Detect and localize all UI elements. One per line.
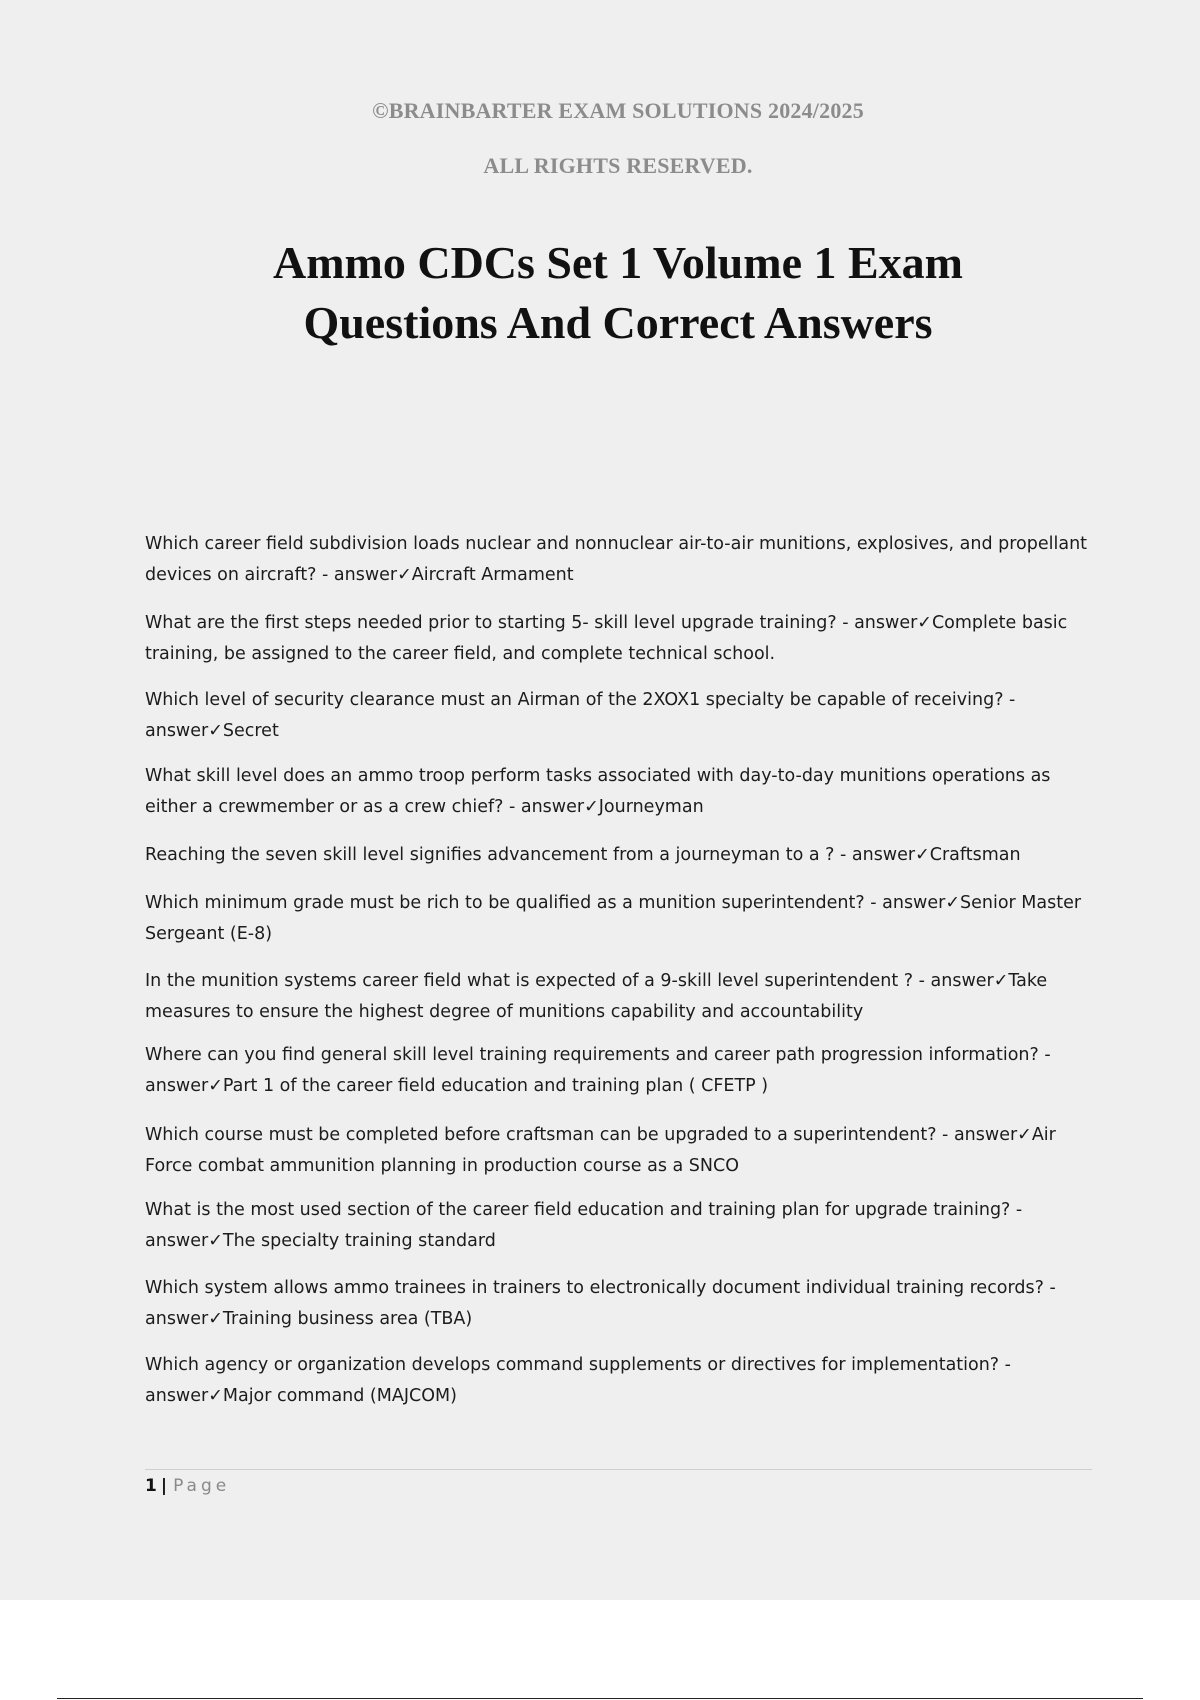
question-text: What are the first steps needed prior to starting 5- skill level upgrade training? - [145,613,855,633]
qa-item [145,1120,1095,1182]
answer-text: Complete basic training, be assigned to the career field, and complete technical school. [145,613,1073,664]
question-text: Which system allows ammo trainees in trainers to electronically document individual training records? - [145,1278,1062,1298]
question-text: Which agency or organization develops command supplements or directives for implementation? - [145,1355,1017,1375]
answer-text: Take measures to ensure the highest degree of munitions capability and accountability [145,971,1053,1022]
page-number: 1 [145,1476,157,1496]
answer-text: Major command (MAJCOM) [222,1386,457,1406]
answer-prefix: answer✓ [520,797,599,817]
answer-text: Training business area (TBA) [222,1309,473,1329]
answer-text: Journeyman [598,797,704,817]
question-text: Which minimum grade must be rich to be qualified as a munition superintendent? - [145,893,883,913]
answer-prefix: answer✓ [930,971,1009,991]
copyright-header: ©BRAINBARTER EXAM SOLUTIONS 2024/2025 [372,98,864,123]
footer-divider [145,1469,1092,1470]
qa-item [145,888,1095,950]
answer-prefix: answer✓ [953,1125,1032,1145]
footer-separator: | [160,1476,168,1496]
question-text: In the munition systems career field what is expected of a 9-skill level superintendent ? - [145,971,931,991]
answer-text: Senior Master Sergeant (E-8) [145,893,1087,944]
answer-prefix: answer✓ [145,1386,223,1406]
bottom-divider [57,1698,1143,1699]
rights-header: ALL RIGHTS RESERVED. [483,153,753,178]
answer-text: Secret [222,721,279,741]
answer-text: Part 1 of the career field education and training plan ( CFETP ) [222,1076,769,1096]
document-title [0,233,1200,353]
question-text: Which career field subdivision loads nuclear and nonnuclear air-to-air munitions, explosives, and propellant devices on aircraft? - [145,534,1093,585]
question-text: Reaching the seven skill level signifies advancement from a journeyman to a ? - [145,845,852,865]
answer-prefix: answer✓ [851,845,930,865]
answer-text: The specialty training standard [222,1231,496,1251]
qa-item [145,1040,1095,1102]
answer-prefix: answer✓ [145,1076,223,1096]
qa-item [145,1195,1095,1257]
answer-prefix: answer✓ [145,1231,223,1251]
question-text: Where can you find general skill level training requirements and career path progression information? - [145,1045,1057,1065]
qa-item [145,840,1095,871]
answer-text: Air Force combat ammunition planning in production course as a SNCO [145,1125,1062,1176]
answer-prefix: answer✓ [145,1309,223,1329]
answer-prefix: answer✓ [333,565,412,585]
title-line-1: Ammo CDCs Set 1 Volume 1 Exam [273,237,963,288]
qa-item [145,761,1095,823]
qa-item [145,1350,1095,1412]
qa-item [145,529,1095,591]
qa-item [145,608,1095,670]
question-text: Which course must be completed before craftsman can be upgraded to a superintendent? - [145,1125,954,1145]
qa-item [145,966,1095,1028]
qa-item [145,685,1095,747]
title-line-2: Questions And Correct Answers [303,297,933,348]
question-text: What skill level does an ammo troop perform tasks associated with day-to-day munitions operations as either a crewmember or as a crew chief? - [145,766,1056,817]
question-text: Which level of security clearance must an Airman of the 2XOX1 specialty be capable of receiving? - [145,690,1021,710]
answer-text: Craftsman [929,845,1021,865]
page-label: Page [173,1476,231,1496]
question-text: What is the most used section of the career field education and training plan for upgrade training? - [145,1200,1028,1220]
page-footer [145,1474,230,1498]
qa-item [145,1273,1095,1335]
answer-prefix: answer✓ [882,893,960,913]
answer-prefix: answer✓ [145,721,223,741]
answer-text: Aircraft Armament [411,565,574,585]
answer-prefix: answer✓ [854,613,932,633]
